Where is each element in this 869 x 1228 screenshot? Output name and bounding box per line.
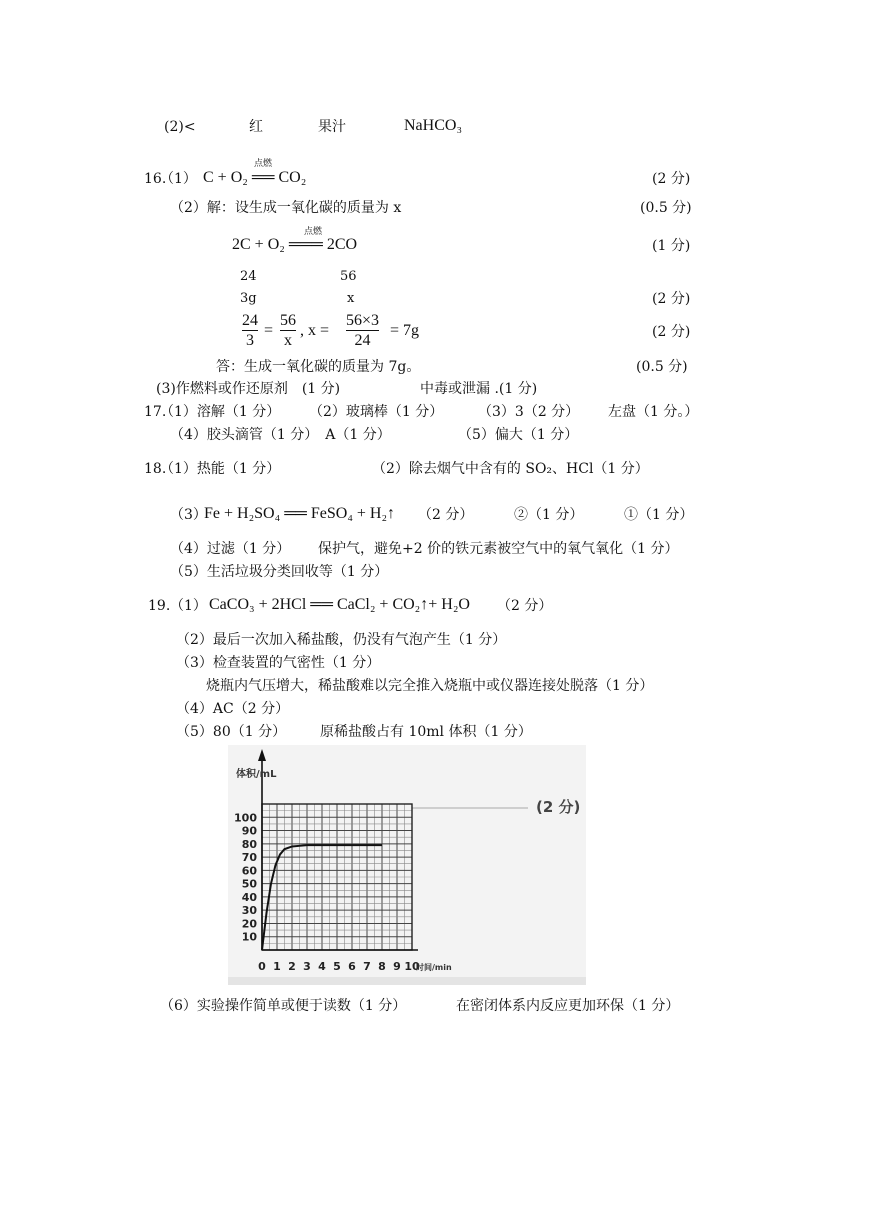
q19-number: 19. bbox=[148, 598, 171, 614]
q17-part2: （2）玻璃棒（1 分） bbox=[309, 404, 444, 420]
solve-for-x: , x = bbox=[300, 322, 330, 339]
fraction-24-over-3 bbox=[242, 311, 258, 350]
q18-part4-b: 保护气，避免+2 价的铁元素被空气中的氧气氧化（1 分） bbox=[318, 541, 679, 557]
q19-part1-label: （1） bbox=[170, 598, 207, 614]
q18-part3-b: ②（1 分） bbox=[514, 507, 584, 523]
x-tick-label: 2 bbox=[288, 960, 296, 973]
y-axis-label: 体积/mL bbox=[236, 769, 277, 780]
q19-part2: （2）最后一次加入稀盐酸，仍没有气泡产生（1 分） bbox=[176, 632, 507, 648]
x-tick-label: 5 bbox=[333, 960, 341, 973]
x-tick-label: 9 bbox=[393, 960, 401, 973]
y-tick-label: 40 bbox=[241, 890, 257, 904]
q16-equation-2: 2C + O₂ ═══ 2CO bbox=[232, 236, 358, 253]
x-axis-label: 时间/min bbox=[416, 963, 452, 972]
q16-given-2: x bbox=[347, 291, 355, 306]
q16-calc-score: (2 分) bbox=[652, 324, 691, 340]
x-tick-label: 3 bbox=[303, 960, 311, 973]
y-tick-label: 20 bbox=[241, 917, 257, 931]
y-tick-label: 100 bbox=[234, 811, 257, 825]
calculation-result: = 7g bbox=[390, 322, 420, 339]
q16-equation-2-score: (1 分) bbox=[652, 238, 691, 254]
q18-part3-score: （2 分） bbox=[418, 507, 474, 523]
y-tick-label: 10 bbox=[241, 930, 257, 944]
x-tick-label: 6 bbox=[348, 960, 356, 973]
q17-part1: （1）溶解（1 分） bbox=[160, 404, 281, 420]
q18-part4: （4）过滤（1 分） bbox=[170, 541, 291, 557]
y-tick-label: 80 bbox=[241, 837, 257, 851]
fraction-denominator: 3 bbox=[246, 332, 254, 349]
q16-part2-score: (0.5 分) bbox=[640, 200, 692, 216]
reaction-condition: 点燃 bbox=[304, 227, 323, 237]
fraction-numerator: 56 bbox=[280, 312, 296, 329]
reaction-condition: 点燃 bbox=[254, 159, 273, 169]
q16-answer: 答：生成一氧化碳的质量为 7g。 bbox=[216, 359, 421, 375]
q19-part4: （4）AC（2 分） bbox=[176, 701, 290, 717]
equals-sign: = bbox=[264, 322, 274, 339]
q16-part3-b: 中毒或泄漏 .(1 分) bbox=[420, 381, 538, 397]
q17-part4: （4）胶头滴管（1 分） A（1 分） bbox=[170, 427, 391, 443]
y-tick-label: 50 bbox=[241, 877, 257, 891]
q16-part2-text: （2）解：设生成一氧化碳的质量为 x bbox=[170, 200, 402, 216]
fraction-numerator: 56×3 bbox=[346, 312, 380, 329]
volume-time-graph bbox=[228, 745, 586, 985]
q19-part3: （3）检查装置的气密性（1 分） bbox=[176, 655, 381, 671]
q17-part3: （3）3（2 分） bbox=[478, 404, 580, 420]
q15-part2-answer-a: 红 bbox=[249, 119, 263, 135]
q18-part3-label: （3） bbox=[170, 507, 207, 523]
q19-part1-equation: CaCO₃ + 2HCl ══ CaCl₂ + CO₂↑+ H₂O bbox=[209, 596, 470, 613]
q18-part5: （5）生活垃圾分类回收等（1 分） bbox=[170, 564, 389, 580]
fraction-56x3-over-24 bbox=[346, 311, 379, 350]
fraction-denominator: 24 bbox=[354, 332, 371, 349]
graph-bottom-shade bbox=[228, 977, 586, 985]
x-tick-label: 4 bbox=[318, 960, 326, 973]
x-tick-label: 1 bbox=[273, 960, 281, 973]
q16-part1-label: （1） bbox=[160, 171, 197, 187]
q18-part2: （2）除去烟气中含有的 SO₂、HCl（1 分） bbox=[372, 461, 649, 477]
q15-part2-answer-b: 果汁 bbox=[318, 119, 346, 135]
q15-part2-answer-c: NaHCO₃ bbox=[404, 117, 463, 134]
grid-layer bbox=[262, 804, 412, 950]
y-tick-label: 70 bbox=[241, 851, 257, 865]
q16-number: 16. bbox=[144, 171, 167, 187]
x-tick-label: 10 bbox=[404, 960, 420, 973]
q17-number: 17. bbox=[144, 404, 167, 420]
q16-given-score: (2 分) bbox=[652, 291, 691, 307]
q19-part1-score: （2 分） bbox=[497, 598, 553, 614]
graph-score: (2 分) bbox=[536, 798, 581, 816]
fraction-56-over-x bbox=[280, 311, 296, 350]
q18-part1: （1）热能（1 分） bbox=[160, 461, 281, 477]
fraction-numerator: 24 bbox=[242, 312, 258, 329]
x-tick-label: 0 bbox=[258, 960, 266, 973]
q18-part3-c: ①（1 分） bbox=[624, 507, 694, 523]
q16-part1-equation: C + O₂ ══ CO₂ bbox=[203, 169, 307, 186]
q17-part5: （5）偏大（1 分） bbox=[458, 427, 579, 443]
y-tick-label: 60 bbox=[241, 864, 257, 878]
y-tick-label: 30 bbox=[241, 904, 257, 918]
q17-part3-b: 左盘（1 分。） bbox=[608, 404, 699, 420]
q18-part3-equation: Fe + H₂SO₄ ══ FeSO₄ + H₂↑ bbox=[204, 505, 396, 522]
q15-part2-number: (2)< bbox=[164, 119, 196, 135]
q16-given-1: 3g bbox=[240, 291, 257, 306]
q19-part6: （6）实验操作简单或便于读数（1 分） bbox=[160, 998, 407, 1014]
q16-part3-a: (3)作燃料或作还原剂 (1 分) bbox=[156, 381, 341, 397]
chart-svg bbox=[228, 745, 586, 985]
q16-part1-score: (2 分) bbox=[652, 171, 691, 187]
q19-part6-b: 在密闭体系内反应更加环保（1 分） bbox=[456, 998, 680, 1014]
q19-part3-b: 烧瓶内气压增大，稀盐酸难以完全推入烧瓶中或仪器连接处脱落（1 分） bbox=[206, 678, 654, 694]
q19-part5-b: 原稀盐酸占有 10ml 体积（1 分） bbox=[320, 724, 532, 740]
q16-mass-2: 56 bbox=[340, 269, 357, 284]
q16-answer-score: (0.5 分) bbox=[636, 359, 688, 375]
q19-part5: （5）80（1 分） bbox=[176, 724, 287, 740]
fraction-denominator: x bbox=[284, 332, 292, 349]
y-tick-label: 90 bbox=[241, 824, 257, 838]
x-tick-label: 7 bbox=[363, 960, 371, 973]
x-tick-label: 8 bbox=[378, 960, 386, 973]
graph-background bbox=[228, 745, 586, 985]
q18-number: 18. bbox=[144, 461, 167, 477]
q16-mass-1: 24 bbox=[240, 269, 257, 284]
